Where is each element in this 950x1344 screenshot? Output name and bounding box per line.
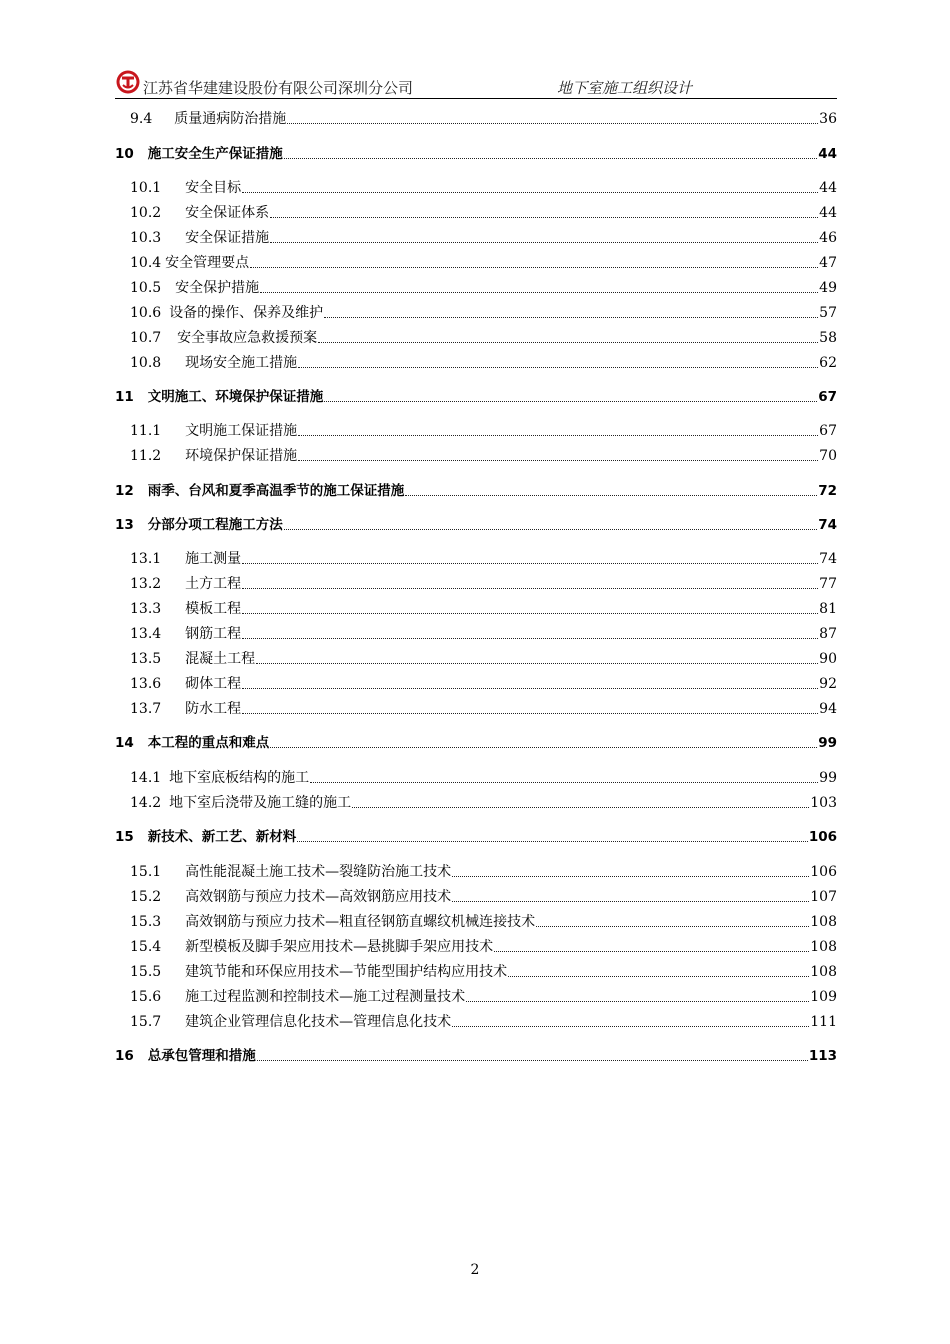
dot-leader bbox=[284, 158, 817, 159]
toc-entry-number: 10.7 bbox=[130, 330, 162, 346]
toc-entry-page: 67 bbox=[818, 389, 837, 405]
toc-entry-page: 113 bbox=[808, 1048, 837, 1064]
dot-leader bbox=[298, 367, 818, 368]
dot-leader bbox=[298, 435, 818, 436]
dot-leader bbox=[242, 688, 818, 689]
dot-leader bbox=[257, 1060, 808, 1061]
dot-leader bbox=[242, 563, 818, 564]
toc-entry-title: 环境保护保证措施 bbox=[185, 448, 298, 464]
toc-entry[interactable] bbox=[130, 886, 837, 906]
toc-entry[interactable] bbox=[115, 386, 837, 406]
toc-entry[interactable] bbox=[130, 548, 837, 568]
toc-entry[interactable] bbox=[115, 1045, 837, 1065]
toc-entry-number: 11.1 bbox=[130, 423, 162, 439]
toc-entry-title: 文明施工、环境保护保证措施 bbox=[147, 389, 324, 405]
toc-entry[interactable] bbox=[115, 514, 837, 534]
dot-leader bbox=[452, 1026, 809, 1027]
toc-entry[interactable] bbox=[130, 445, 837, 465]
toc-entry-number: 13.3 bbox=[130, 601, 162, 617]
toc-entry-page: 90 bbox=[819, 651, 837, 667]
company-name: 江苏省华建建设股份有限公司深圳分公司 bbox=[143, 79, 414, 97]
toc-entry[interactable] bbox=[130, 673, 837, 693]
toc-entry[interactable] bbox=[130, 573, 837, 593]
toc-entry-title: 砌体工程 bbox=[185, 676, 242, 692]
toc-entry[interactable] bbox=[130, 252, 837, 272]
toc-entry[interactable] bbox=[130, 861, 837, 881]
toc-entry-number: 15.6 bbox=[130, 989, 162, 1005]
toc-entry-number: 15.5 bbox=[130, 964, 162, 980]
toc-entry-page: 44 bbox=[819, 205, 837, 221]
dot-leader bbox=[536, 926, 809, 927]
toc-entry-page: 58 bbox=[819, 330, 837, 346]
toc-entry-title: 混凝土工程 bbox=[185, 651, 256, 667]
toc-entry-title: 安全事故应急救援预案 bbox=[177, 330, 318, 346]
toc-entry-number: 11 bbox=[115, 389, 134, 405]
dot-leader bbox=[324, 317, 818, 318]
toc-entry-title: 钢筋工程 bbox=[185, 626, 242, 642]
toc-entry-title: 安全保证措施 bbox=[185, 230, 270, 246]
toc-entry[interactable] bbox=[130, 302, 837, 322]
toc-entry-title: 本工程的重点和难点 bbox=[147, 735, 270, 751]
toc-entry-number: 10.5 bbox=[130, 280, 162, 296]
toc-entry-number: 11.2 bbox=[130, 448, 162, 464]
toc-entry-number: 16 bbox=[115, 1048, 134, 1064]
page-header bbox=[115, 68, 837, 99]
dot-leader bbox=[250, 267, 818, 268]
toc-entry-page: 72 bbox=[818, 483, 837, 499]
toc-entry-page: 106 bbox=[808, 829, 837, 845]
toc-entry[interactable] bbox=[130, 961, 837, 981]
toc-entry-page: 109 bbox=[810, 989, 837, 1005]
dot-leader bbox=[508, 976, 809, 977]
toc-entry-page: 81 bbox=[819, 601, 837, 617]
toc-entry-page: 46 bbox=[819, 230, 837, 246]
toc-entry[interactable] bbox=[130, 108, 837, 128]
toc-entry-number: 10.3 bbox=[130, 230, 162, 246]
toc-entry[interactable] bbox=[130, 202, 837, 222]
toc-entry-title: 地下室后浇带及施工缝的施工 bbox=[169, 795, 352, 811]
dot-leader bbox=[242, 588, 818, 589]
toc-entry-number: 10.2 bbox=[130, 205, 162, 221]
toc-entry-number: 15.7 bbox=[130, 1014, 162, 1030]
document-title: 地下室施工组织设计 bbox=[557, 79, 693, 97]
toc-entry-title: 建筑节能和环保应用技术—节能型围护结构应用技术 bbox=[185, 964, 508, 980]
toc-entry[interactable] bbox=[130, 792, 837, 812]
dot-leader bbox=[452, 876, 809, 877]
toc-entry[interactable] bbox=[130, 936, 837, 956]
dot-leader bbox=[260, 292, 818, 293]
dot-leader bbox=[242, 713, 818, 714]
toc-entry-title: 安全保护措施 bbox=[175, 280, 260, 296]
toc-entry[interactable] bbox=[130, 177, 837, 197]
toc-entry-page: 77 bbox=[819, 576, 837, 592]
toc-entry-page: 74 bbox=[818, 517, 837, 533]
toc-entry[interactable] bbox=[130, 327, 837, 347]
dot-leader bbox=[270, 242, 818, 243]
toc-entry-page: 108 bbox=[810, 964, 837, 980]
toc-entry-number: 13.4 bbox=[130, 626, 162, 642]
toc-entry[interactable] bbox=[130, 648, 837, 668]
toc-entry-page: 108 bbox=[810, 939, 837, 955]
toc-entry-title: 设备的操作、保养及维护 bbox=[169, 305, 324, 321]
toc-entry[interactable] bbox=[130, 420, 837, 440]
page-number: 2 bbox=[470, 1262, 480, 1278]
toc-entry-page: 108 bbox=[810, 914, 837, 930]
toc-entry-number: 15.4 bbox=[130, 939, 162, 955]
toc-entry-title: 雨季、台风和夏季高温季节的施工保证措施 bbox=[147, 483, 405, 499]
toc-entry-page: 67 bbox=[819, 423, 837, 439]
toc-entry[interactable] bbox=[130, 767, 837, 787]
toc-entry-number: 10.6 bbox=[130, 305, 162, 321]
toc-entry-title: 安全管理要点 bbox=[165, 255, 250, 271]
dot-leader bbox=[405, 495, 817, 496]
toc-entry-page: 87 bbox=[819, 626, 837, 642]
toc-entry-title: 施工安全生产保证措施 bbox=[147, 146, 283, 162]
toc-entry-number: 14.1 bbox=[130, 770, 162, 786]
toc-entry-page: 103 bbox=[810, 795, 837, 811]
dot-leader bbox=[494, 951, 809, 952]
toc-entry[interactable] bbox=[130, 598, 837, 618]
toc-entry-number: 10.8 bbox=[130, 355, 162, 371]
toc-entry-number: 15 bbox=[115, 829, 134, 845]
toc-entry-page: 44 bbox=[818, 146, 837, 162]
dot-leader bbox=[242, 192, 818, 193]
dot-leader bbox=[352, 807, 809, 808]
toc-entry[interactable] bbox=[115, 826, 837, 846]
toc-entry-number: 14 bbox=[115, 735, 134, 751]
toc-entry-page: 107 bbox=[810, 889, 837, 905]
toc-entry-number: 10 bbox=[115, 146, 134, 162]
toc-entry-title: 高性能混凝土施工技术—裂缝防治施工技术 bbox=[185, 864, 452, 880]
toc-entry-page: 92 bbox=[819, 676, 837, 692]
toc-entry-number: 10.1 bbox=[130, 180, 162, 196]
dot-leader bbox=[310, 782, 818, 783]
toc-entry-number: 10.4 bbox=[130, 255, 162, 271]
toc-entry[interactable] bbox=[130, 227, 837, 247]
toc-entry-page: 57 bbox=[819, 305, 837, 321]
toc-entry-page: 99 bbox=[819, 770, 837, 786]
toc-entry-number: 15.1 bbox=[130, 864, 162, 880]
toc-entry-title: 新技术、新工艺、新材料 bbox=[147, 829, 297, 845]
toc-entry-page: 36 bbox=[819, 111, 837, 127]
toc-entry-page: 70 bbox=[819, 448, 837, 464]
dot-leader bbox=[466, 1001, 809, 1002]
toc-entry-title: 高效钢筋与预应力技术—粗直径钢筋直螺纹机械连接技术 bbox=[185, 914, 536, 930]
toc-entry-title: 地下室底板结构的施工 bbox=[169, 770, 310, 786]
dot-leader bbox=[298, 460, 818, 461]
toc-entry-title: 文明施工保证措施 bbox=[185, 423, 298, 439]
toc-entry-title: 施工过程监测和控制技术—施工过程测量技术 bbox=[185, 989, 466, 1005]
toc-entry-number: 13 bbox=[115, 517, 134, 533]
toc-entry[interactable] bbox=[130, 352, 837, 372]
toc-entry-page: 49 bbox=[819, 280, 837, 296]
toc-entry[interactable] bbox=[130, 698, 837, 718]
toc-entry-number: 13.7 bbox=[130, 701, 162, 717]
dot-leader bbox=[318, 342, 818, 343]
toc-entry[interactable] bbox=[130, 911, 837, 931]
toc-entry-title: 安全目标 bbox=[185, 180, 242, 196]
dot-leader bbox=[242, 613, 818, 614]
dot-leader bbox=[284, 529, 817, 530]
toc-entry-page: 44 bbox=[819, 180, 837, 196]
toc-entry-number: 12 bbox=[115, 483, 134, 499]
toc-entry-number: 15.2 bbox=[130, 889, 162, 905]
dot-leader bbox=[242, 638, 818, 639]
toc-entry-title: 分部分项工程施工方法 bbox=[147, 517, 283, 533]
toc-entry-number: 15.3 bbox=[130, 914, 162, 930]
toc-entry[interactable] bbox=[115, 480, 837, 500]
toc-entry-title: 新型模板及脚手架应用技术—悬挑脚手架应用技术 bbox=[185, 939, 494, 955]
toc-entry[interactable] bbox=[130, 277, 837, 297]
toc-entry-page: 74 bbox=[819, 551, 837, 567]
toc-entry[interactable] bbox=[115, 732, 837, 752]
toc-entry-number: 13.6 bbox=[130, 676, 162, 692]
toc-entry-number: 9.4 bbox=[130, 111, 153, 127]
toc-entry-page: 62 bbox=[819, 355, 837, 371]
toc-entry[interactable] bbox=[115, 143, 837, 163]
dot-leader bbox=[270, 217, 818, 218]
toc-entry-title: 安全保证体系 bbox=[185, 205, 270, 221]
toc-entry-title: 防水工程 bbox=[185, 701, 242, 717]
toc-entry-title: 土方工程 bbox=[185, 576, 242, 592]
company-logo-icon bbox=[115, 69, 141, 95]
toc-entry-title: 现场安全施工措施 bbox=[185, 355, 298, 371]
dot-leader bbox=[256, 663, 818, 664]
dot-leader bbox=[452, 901, 809, 902]
toc-entry-title: 施工测量 bbox=[185, 551, 242, 567]
toc-entry-page: 99 bbox=[818, 735, 837, 751]
toc-entry-page: 94 bbox=[819, 701, 837, 717]
toc-entry[interactable] bbox=[130, 986, 837, 1006]
toc-entry-page: 47 bbox=[819, 255, 837, 271]
dot-leader bbox=[270, 747, 817, 748]
toc-entry-number: 14.2 bbox=[130, 795, 162, 811]
toc-entry-number: 13.5 bbox=[130, 651, 162, 667]
toc-entry-title: 模板工程 bbox=[185, 601, 242, 617]
toc-entry-number: 13.1 bbox=[130, 551, 162, 567]
dot-leader bbox=[287, 123, 818, 124]
toc-entry-title: 高效钢筋与预应力技术—高效钢筋应用技术 bbox=[185, 889, 452, 905]
dot-leader bbox=[297, 841, 808, 842]
toc-entry[interactable] bbox=[130, 1011, 837, 1031]
toc-entry-page: 106 bbox=[810, 864, 837, 880]
dot-leader bbox=[324, 401, 817, 402]
toc-entry-number: 13.2 bbox=[130, 576, 162, 592]
toc-entry-title: 质量通病防治措施 bbox=[174, 111, 287, 127]
toc-entry[interactable] bbox=[130, 623, 837, 643]
toc-entry-title: 建筑企业管理信息化技术—管理信息化技术 bbox=[185, 1014, 452, 1030]
toc-entry-title: 总承包管理和措施 bbox=[147, 1048, 256, 1064]
toc-entry-page: 111 bbox=[810, 1014, 837, 1030]
